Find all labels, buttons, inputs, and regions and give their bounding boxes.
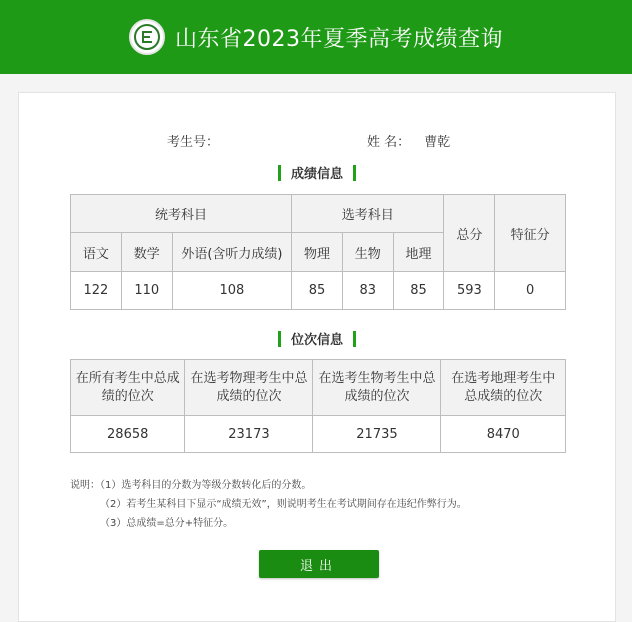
rank-geography: 8470	[441, 416, 566, 453]
rank-section-label: 位次信息	[290, 333, 343, 348]
rank-physics: 23173	[185, 416, 313, 453]
note-1: （1）选考科目的分数为等级分数转化后的分数。	[100, 480, 312, 491]
section-bar-left	[278, 165, 281, 181]
note-item	[70, 476, 467, 495]
section-bar-left	[278, 331, 281, 347]
student-id-row	[167, 131, 219, 150]
rank-header-all: 在所有考生中总成绩的位次	[71, 360, 185, 416]
logo-emblem-icon	[134, 24, 160, 50]
notes-prefix: 说明：	[70, 480, 100, 491]
score-bonus: 0	[495, 272, 566, 310]
score-physics: 85	[292, 272, 343, 310]
rank-header-physics: 在选考物理考生中总成绩的位次	[185, 360, 313, 416]
rank-header-geography: 在选考地理考生中总成绩的位次	[441, 360, 566, 416]
page-title: 山东省2023年夏季高考成绩查询	[175, 26, 503, 52]
section-bar-right	[353, 331, 356, 347]
score-foreign-language: 108	[172, 272, 291, 310]
score-table	[70, 194, 566, 310]
header-total: 总分	[444, 195, 495, 272]
exit-button[interactable]: 退出	[259, 550, 379, 578]
note-item	[70, 514, 467, 533]
score-math: 110	[121, 272, 172, 310]
header-biology: 生物	[342, 233, 393, 272]
note-3: （3）总成绩=总分+特征分。	[100, 518, 234, 529]
score-geography: 85	[393, 272, 444, 310]
note-item	[70, 495, 467, 514]
rank-table	[70, 359, 566, 453]
header-physics: 物理	[292, 233, 343, 272]
student-name-row	[367, 131, 450, 150]
result-card	[18, 92, 616, 622]
rank-row	[71, 416, 566, 453]
rank-section-title	[19, 329, 615, 348]
student-name-value: 曹乾	[424, 135, 451, 150]
notes	[70, 476, 467, 533]
header-foreign-language: 外语(含听力成绩)	[172, 233, 291, 272]
rank-biology: 21735	[313, 416, 441, 453]
header-bonus: 特征分	[495, 195, 566, 272]
header-unified-subjects: 统考科目	[71, 195, 292, 233]
score-section-label: 成绩信息	[290, 167, 343, 182]
section-bar-right	[353, 165, 356, 181]
header-elective-subjects: 选考科目	[292, 195, 444, 233]
score-section-title	[19, 163, 615, 182]
score-total: 593	[444, 272, 495, 310]
exam-authority-logo	[129, 19, 165, 55]
student-id-label: 考生号：	[167, 135, 220, 150]
rank-all: 28658	[71, 416, 185, 453]
score-row	[71, 272, 566, 310]
logo-e-glyph-icon	[141, 30, 153, 44]
header-math: 数学	[121, 233, 172, 272]
rank-header-biology: 在选考生物考生中总成绩的位次	[313, 360, 441, 416]
page-header	[0, 0, 632, 74]
score-chinese: 122	[71, 272, 122, 310]
header-chinese: 语文	[71, 233, 122, 272]
score-biology: 83	[342, 272, 393, 310]
header-geography: 地理	[393, 233, 444, 272]
note-2: （2）若考生某科目下显示“成绩无效”，则说明考生在考试期间存在违纪作弊行为。	[100, 499, 467, 510]
student-name-label: 姓 名：	[367, 135, 411, 150]
